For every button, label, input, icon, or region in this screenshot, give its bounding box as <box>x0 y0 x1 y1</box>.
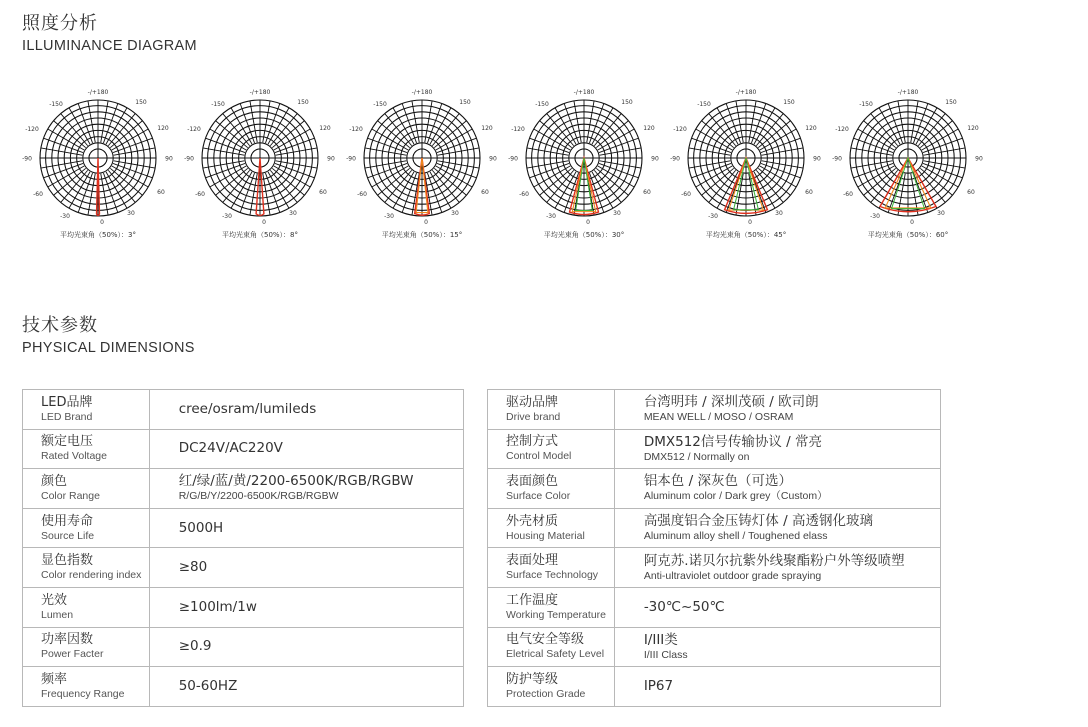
spec-row <box>488 627 941 667</box>
polar-angle-label: -/+180 <box>897 89 919 96</box>
polar-caption: 平均光束角（50%）：15° <box>381 231 463 239</box>
polar-angle-label: -150 <box>373 101 387 108</box>
polar-angle-label: 120 <box>967 125 979 132</box>
spec-key-cell <box>488 469 615 509</box>
polar-angle-label: 150 <box>945 99 957 106</box>
polar-angle-label: 60 <box>643 189 651 196</box>
polar-angle-label: -60 <box>195 191 205 198</box>
polar-angle-label: 0 <box>424 219 428 226</box>
polar-angle-label: 0 <box>586 219 590 226</box>
polar-angle-label: -60 <box>33 191 43 198</box>
polar-angle-label: -/+180 <box>735 89 757 96</box>
polar-angle-label: -120 <box>25 126 39 133</box>
polar-caption: 平均光束角（50%）：45° <box>705 231 787 239</box>
polar-caption: 平均光束角（50%）：30° <box>543 231 625 239</box>
polar-angle-label: -90 <box>184 155 194 163</box>
polar-angle-label: -120 <box>349 126 363 133</box>
spec-key-cell <box>23 469 150 509</box>
spec-value-sub: I/III Class <box>643 648 688 661</box>
polar-angle-label: 0 <box>910 219 914 226</box>
spec-row <box>23 667 464 707</box>
polar-angle-label: -30 <box>708 213 718 220</box>
polar-angle-label: 60 <box>805 189 813 196</box>
spec-key-cn: 功率因数 <box>41 632 94 648</box>
polar-diagram <box>504 86 664 246</box>
polar-angle-label: 90 <box>651 155 659 163</box>
spec-value: DMX512信号传输协议 / 常亮 <box>643 433 823 450</box>
spec-key-en: Color Range <box>41 489 100 502</box>
polar-diagram <box>342 86 502 246</box>
spec-row <box>488 667 941 707</box>
spec-value: 50-60HZ <box>178 677 238 694</box>
spec-key-cell <box>23 548 150 588</box>
spec-key-cn: 防护等级 <box>506 671 559 687</box>
polar-angle-label: 30 <box>289 210 297 217</box>
spec-row <box>488 390 941 430</box>
spec-key-cn: 颜色 <box>41 473 68 489</box>
spec-key-en: Housing Material <box>506 529 585 542</box>
polar-angle-label: 60 <box>157 189 165 196</box>
spec-value: ≥80 <box>178 559 208 576</box>
spec-value: I/III类 <box>643 631 678 648</box>
spec-key-cell <box>488 627 615 667</box>
spec-value-sub: R/G/B/Y/2200-6500K/RGB/RGBW <box>178 490 339 503</box>
spec-value-cell <box>614 548 940 588</box>
polar-angle-label: 150 <box>783 99 795 106</box>
polar-chart <box>666 86 826 228</box>
spec-value-cell <box>614 667 940 707</box>
polar-angle-label: -150 <box>211 101 225 108</box>
polar-chart <box>504 86 664 228</box>
spec-table-left <box>22 389 464 707</box>
polar-caption: 平均光束角（50%）：60° <box>867 231 949 239</box>
spec-key-en: Eletrical Safety Level <box>506 648 605 661</box>
spec-key-en: Power Facter <box>41 648 104 661</box>
polar-angle-label: -150 <box>859 101 873 108</box>
polar-chart <box>342 86 502 228</box>
spec-key-cn: 工作温度 <box>506 592 559 608</box>
spec-key-cn: 光效 <box>41 592 68 608</box>
polar-angle-label: -30 <box>384 213 394 220</box>
spec-value-cell <box>149 667 463 707</box>
illuminance-diagram-row <box>0 86 1088 246</box>
spec-key-en: Control Model <box>506 450 572 463</box>
polar-angle-label: -60 <box>357 191 367 198</box>
spec-value-sub: DMX512 / Normally on <box>643 450 750 463</box>
polar-angle-label: -90 <box>346 155 356 163</box>
physical-title-en: PHYSICAL DIMENSIONS <box>22 340 195 356</box>
spec-table-right <box>487 389 941 707</box>
polar-angle-label: 30 <box>613 210 621 217</box>
polar-angle-label: 30 <box>451 210 459 217</box>
polar-angle-label: -150 <box>49 101 63 108</box>
polar-angle-label: 120 <box>319 125 331 132</box>
spec-key-cn: 电气安全等级 <box>506 632 585 648</box>
spec-key-en: Lumen <box>41 608 74 621</box>
polar-angle-label: -30 <box>60 213 70 220</box>
spec-value: -30℃~50℃ <box>643 598 725 615</box>
spec-value: IP67 <box>643 677 674 694</box>
polar-angle-label: 120 <box>643 125 655 132</box>
polar-angle-label: 150 <box>621 99 633 106</box>
spec-key-cn: 显色指数 <box>41 553 94 569</box>
spec-key-cell <box>488 390 615 430</box>
spec-row <box>23 548 464 588</box>
spec-row <box>23 390 464 430</box>
polar-angle-label: -90 <box>832 155 842 163</box>
polar-diagram <box>18 86 178 246</box>
polar-angle-label: 30 <box>775 210 783 217</box>
spec-key-en: Source Life <box>41 529 95 542</box>
spec-key-cell <box>23 627 150 667</box>
polar-angle-label: 90 <box>327 155 335 163</box>
spec-key-cn: 使用寿命 <box>41 513 94 529</box>
spec-key-cell <box>23 667 150 707</box>
polar-angle-label: -30 <box>870 213 880 220</box>
polar-angle-label: -120 <box>835 126 849 133</box>
spec-value: 阿克苏.诺贝尔抗紫外线聚酯粉户外等级喷塑 <box>643 552 905 569</box>
polar-angle-label: 60 <box>319 189 327 196</box>
spec-row <box>488 548 941 588</box>
spec-value: ≥0.9 <box>178 638 212 655</box>
polar-angle-label: -120 <box>187 126 201 133</box>
spec-value-cell <box>149 587 463 627</box>
spec-value-cell <box>614 429 940 469</box>
spec-key-cn: 驱动品牌 <box>506 394 559 410</box>
spec-value: 5000H <box>178 519 224 536</box>
polar-angle-label: -60 <box>681 191 691 198</box>
polar-angle-label: 90 <box>489 155 497 163</box>
polar-angle-label: 120 <box>481 125 493 132</box>
polar-angle-label: -/+180 <box>87 89 109 96</box>
spec-value: 铝本色 / 深灰色（可选） <box>643 473 792 490</box>
spec-value-sub: MEAN WELL / MOSO / OSRAM <box>643 411 794 424</box>
polar-angle-label: -120 <box>673 126 687 133</box>
polar-angle-label: -/+180 <box>411 89 433 96</box>
spec-key-en: Protection Grade <box>506 687 586 700</box>
polar-angle-label: 30 <box>937 210 945 217</box>
polar-angle-label: -90 <box>22 155 32 163</box>
spec-value: 台湾明玮 / 深圳茂硕 / 欧司朗 <box>643 394 819 411</box>
spec-row <box>488 469 941 509</box>
polar-angle-label: 90 <box>813 155 821 163</box>
spec-value-sub: Aluminum alloy shell / Toughened elass <box>643 530 828 543</box>
polar-angle-label: 90 <box>975 155 983 163</box>
spec-row <box>488 508 941 548</box>
spec-key-cn: 频率 <box>41 671 68 687</box>
spec-key-cell <box>23 508 150 548</box>
polar-angle-label: 0 <box>262 219 266 226</box>
polar-angle-label: 0 <box>748 219 752 226</box>
spec-key-en: Frequency Range <box>41 687 125 700</box>
polar-chart <box>180 86 340 228</box>
spec-key-cell <box>488 508 615 548</box>
spec-value-cell <box>614 587 940 627</box>
spec-row <box>23 429 464 469</box>
spec-value-cell <box>149 390 463 430</box>
spec-value-sub: Anti-ultraviolet outdoor grade spraying <box>643 569 822 582</box>
polar-angle-label: 150 <box>459 99 471 106</box>
polar-angle-label: -90 <box>508 155 518 163</box>
spec-value-cell <box>149 508 463 548</box>
spec-value: DC24V/AC220V <box>178 440 283 457</box>
illuminance-title-en: ILLUMINANCE DIAGRAM <box>22 38 197 54</box>
polar-angle-label: -60 <box>519 191 529 198</box>
polar-angle-label: -150 <box>535 101 549 108</box>
polar-angle-label: 90 <box>165 155 173 163</box>
spec-value: cree/osram/lumileds <box>178 400 317 417</box>
polar-diagram <box>180 86 340 246</box>
spec-value: 红/绿/蓝/黄/2200-6500K/RGB/RGBW <box>178 473 414 490</box>
spec-key-cn: 表面处理 <box>506 553 559 569</box>
spec-value-cell <box>614 508 940 548</box>
polar-angle-label: -150 <box>697 101 711 108</box>
polar-angle-label: -/+180 <box>249 89 271 96</box>
physical-title-cn: 技术参数 <box>22 315 98 336</box>
polar-angle-label: -30 <box>546 213 556 220</box>
polar-chart <box>828 86 988 228</box>
spec-value: 高强度铝合金压铸灯体 / 高透钢化玻璃 <box>643 513 873 530</box>
spec-value-cell <box>614 627 940 667</box>
spec-key-en: LED Brand <box>41 410 93 423</box>
spec-value-cell <box>149 469 463 509</box>
polar-angle-label: 0 <box>100 219 104 226</box>
spec-key-cell <box>23 587 150 627</box>
spec-value-cell <box>149 627 463 667</box>
spec-value-cell <box>149 429 463 469</box>
polar-chart <box>18 86 178 228</box>
spec-key-en: Drive brand <box>506 410 561 423</box>
spec-row <box>488 587 941 627</box>
spec-key-en: Rated Voltage <box>41 450 107 463</box>
polar-diagram <box>666 86 826 246</box>
polar-angle-label: 30 <box>127 210 135 217</box>
polar-angle-label: -60 <box>843 191 853 198</box>
spec-key-cn: LED品牌 <box>41 394 93 410</box>
spec-value-sub: Aluminum color / Dark grey（Custom） <box>643 490 828 503</box>
illuminance-title-cn: 照度分析 <box>22 13 98 34</box>
polar-angle-label: 60 <box>967 189 975 196</box>
spec-key-cell <box>488 667 615 707</box>
spec-key-cn: 额定电压 <box>41 434 94 450</box>
spec-row <box>488 429 941 469</box>
spec-key-cell <box>23 429 150 469</box>
spec-key-cell <box>488 548 615 588</box>
spec-key-en: Surface Color <box>506 489 571 502</box>
spec-key-en: Color rendering index <box>41 569 142 582</box>
polar-angle-label: -/+180 <box>573 89 595 96</box>
spec-row <box>23 627 464 667</box>
spec-key-cell <box>488 587 615 627</box>
spec-key-cn: 外壳材质 <box>506 513 559 529</box>
polar-angle-label: 60 <box>481 189 489 196</box>
polar-angle-label: 150 <box>297 99 309 106</box>
polar-angle-label: 120 <box>805 125 817 132</box>
spec-key-en: Working Temperature <box>506 608 606 621</box>
spec-value: ≥100lm/1w <box>178 598 257 615</box>
polar-angle-label: -120 <box>511 126 525 133</box>
spec-value-cell <box>614 390 940 430</box>
polar-angle-label: -90 <box>670 155 680 163</box>
spec-key-cell <box>488 429 615 469</box>
spec-key-en: Surface Technology <box>506 569 599 582</box>
polar-angle-label: 150 <box>135 99 147 106</box>
polar-caption: 平均光束角（50%）：8° <box>221 231 298 239</box>
polar-angle-label: -30 <box>222 213 232 220</box>
spec-key-cn: 表面颜色 <box>506 473 559 489</box>
spec-value-cell <box>149 548 463 588</box>
polar-angle-label: 120 <box>157 125 169 132</box>
spec-key-cell <box>23 390 150 430</box>
spec-row <box>23 508 464 548</box>
polar-caption: 平均光束角（50%）：3° <box>59 231 136 239</box>
polar-diagram <box>828 86 988 246</box>
spec-row <box>23 469 464 509</box>
spec-row <box>23 587 464 627</box>
spec-value-cell <box>614 469 940 509</box>
spec-key-cn: 控制方式 <box>506 434 559 450</box>
